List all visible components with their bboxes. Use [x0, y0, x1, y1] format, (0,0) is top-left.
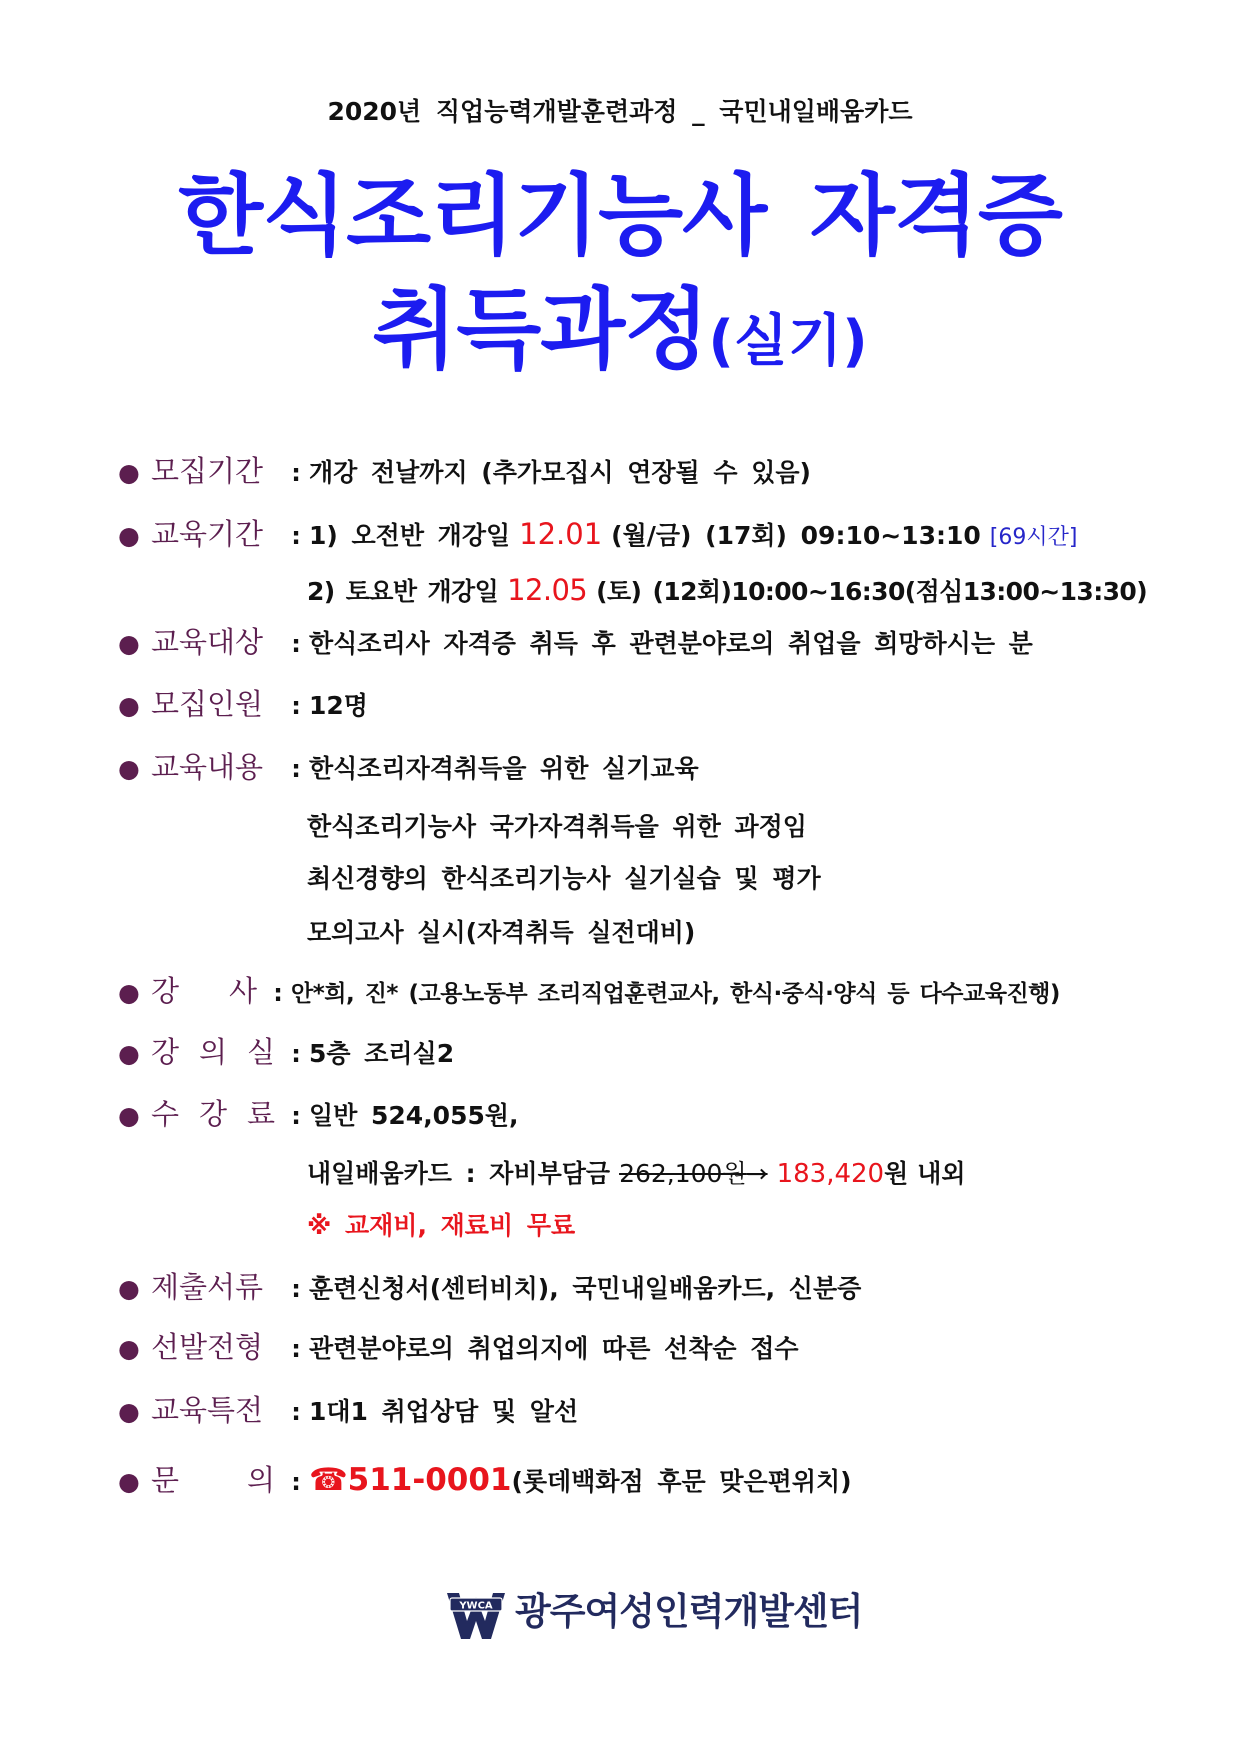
arrow-icon: →: [746, 1159, 768, 1188]
separator: :: [291, 630, 301, 658]
fee-card-row: [307, 1154, 966, 1194]
content-line: 한식조리자격취득을 위한 실기교육: [309, 754, 699, 783]
session-morning: [309, 517, 1078, 551]
bullet: ●: [118, 1467, 140, 1496]
bullet: ●: [118, 691, 140, 720]
selection-row: [118, 1327, 799, 1367]
fee-row: [118, 1094, 519, 1134]
classroom-row: [118, 1032, 454, 1072]
inquiry-row: [118, 1460, 852, 1500]
center-name: 광주여성인력개발센터: [515, 1590, 863, 1633]
bullet: ●: [118, 754, 140, 783]
content-row: [118, 747, 699, 787]
separator: :: [291, 1335, 301, 1363]
course-title-line2: [0, 280, 1240, 392]
content-row-4: [307, 913, 695, 953]
instructor-label: 강 사: [151, 974, 257, 1008]
fee-card-line: [307, 1159, 966, 1188]
documents-label: 제출서류: [151, 1270, 264, 1304]
fee-discounted-price: 183,420: [776, 1159, 885, 1189]
separator: :: [291, 1275, 301, 1303]
benefit-label: 교육특전: [151, 1393, 264, 1427]
separator: :: [273, 979, 283, 1007]
content-row-2: [307, 807, 807, 847]
education-period-row: [118, 514, 1077, 554]
separator: :: [291, 1102, 301, 1130]
session-detail: (토) (12회)10:00~16:30(점심13:00~13:30): [596, 577, 1148, 606]
phone-number: 511-0001: [347, 1462, 512, 1498]
separator: :: [291, 1468, 301, 1496]
target-row: [118, 622, 1033, 662]
fee-original-price: 262,100원: [619, 1159, 747, 1188]
benefit-value: 1대1 취업상담 및 알선: [309, 1397, 579, 1426]
inquiry-value: [309, 1462, 852, 1498]
capacity-value: 12명: [309, 691, 368, 720]
content-line: 최신경향의 한식조리기능사 실기실습 및 평가: [307, 864, 821, 893]
fee-card-prefix: 내일배움카드 : 자비부담금: [307, 1159, 611, 1188]
session-start-date: 12.05: [507, 573, 588, 607]
capacity-label: 모집인원: [151, 687, 264, 721]
session-start-date: 12.01: [519, 517, 603, 551]
bullet: ●: [118, 458, 140, 487]
selection-label: 선발전형: [151, 1330, 264, 1364]
session-prefix: 2) 토요반 개강일: [307, 577, 499, 606]
course-title-main: 취득과정: [372, 278, 709, 381]
bullet: ●: [118, 1039, 140, 1068]
bullet: ●: [118, 629, 140, 658]
fee-price-unit: 원: [884, 1159, 909, 1188]
bullet: ●: [118, 1274, 140, 1303]
inquiry-label: 문 의: [151, 1463, 275, 1497]
target-label: 교육대상: [151, 625, 264, 659]
documents-row: [118, 1267, 861, 1307]
selection-value: 관련분야로의 취업의지에 따른 선착순 접수: [309, 1334, 799, 1363]
separator: :: [291, 1398, 301, 1426]
recruit-period-label: 모집기간: [151, 454, 264, 488]
fee-note: ※ 교재비, 재료비 무료: [307, 1211, 576, 1240]
separator: :: [291, 522, 301, 550]
session-prefix: 1) 오전반 개강일: [309, 521, 511, 550]
program-subtitle: 2020년 직업능력개발훈련과정 _ 국민내일배움카드: [327, 97, 913, 126]
separator: :: [291, 692, 301, 720]
inquiry-location: (롯데백화점 후문 맞은편위치): [511, 1467, 852, 1496]
education-period-row-2: [307, 570, 1147, 610]
target-value: 한식조리사 자격증 취득 후 관련분야로의 취업을 희망하시는 분: [309, 629, 1033, 658]
ywca-emblem-icon: [447, 1585, 505, 1639]
instructor-row: [118, 971, 1060, 1011]
bullet: ●: [118, 521, 140, 550]
instructor-value: 안*희, 진* (고용노동부 조리직업훈련교사, 한식·중식·양식 등 다수교육진행): [291, 981, 1060, 1007]
content-line: 한식조리기능사 국가자격취득을 위한 과정임: [307, 812, 807, 841]
center-logo: [447, 1584, 862, 1640]
education-period-label: 교육기간: [151, 517, 264, 551]
classroom-value: 5층 조리실2: [309, 1039, 455, 1068]
content-label: 교육내용: [151, 750, 264, 784]
content-line: 모의고사 실시(자격취득 실전대비): [307, 918, 696, 947]
benefit-row: [118, 1390, 578, 1430]
session-saturday: [307, 573, 1148, 607]
session-detail: (월/금) (17회) 09:10~13:10: [611, 521, 981, 550]
separator: :: [291, 1040, 301, 1068]
bullet: ●: [118, 1397, 140, 1426]
documents-value: 훈련신청서(센터비치), 국민내일배움카드, 신분증: [309, 1274, 862, 1303]
session-hours: [69시간]: [989, 525, 1078, 550]
classroom-label: 강 의 실: [151, 1035, 275, 1069]
separator: :: [291, 459, 301, 487]
course-title-line1: 한식조리기능사 자격증: [178, 164, 1062, 267]
recruit-period-row: [118, 451, 811, 491]
recruit-period-value: 개강 전날까지 (추가모집시 연장될 수 있음): [309, 458, 811, 487]
bullet: ●: [118, 978, 140, 1007]
capacity-row: [118, 684, 368, 724]
fee-label: 수 강 료: [151, 1097, 275, 1131]
fee-general: 일반 524,055원,: [309, 1101, 519, 1130]
fee-note-row: [307, 1206, 575, 1246]
content-row-3: [307, 859, 821, 899]
course-title-suffix: (실기): [708, 309, 868, 374]
separator: :: [291, 755, 301, 783]
logo-emblem-text: YWCA: [459, 1600, 493, 1612]
bullet: ●: [118, 1101, 140, 1130]
bullet: ●: [118, 1334, 140, 1363]
fee-card-suffix: 내외: [917, 1159, 966, 1188]
phone-icon: ☎: [309, 1462, 348, 1498]
